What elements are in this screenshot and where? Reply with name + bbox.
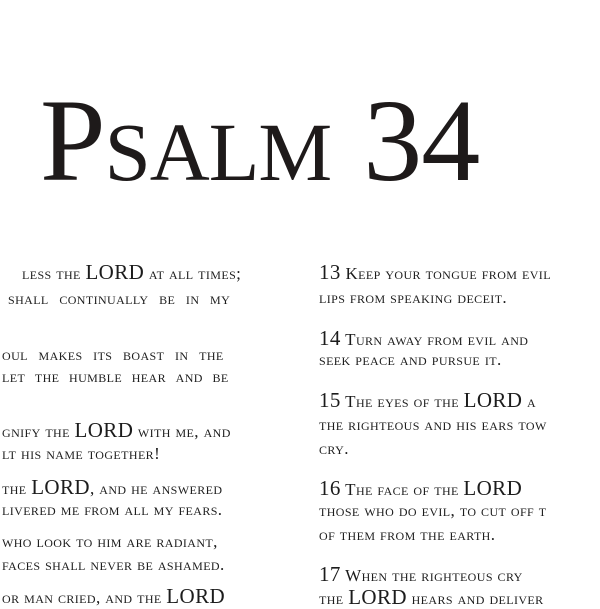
page-title — [40, 75, 480, 206]
verse-line: let the humble hear and be — [2, 367, 229, 386]
verse-line: cry. — [319, 439, 349, 458]
verse-line: the righteous and his ears tow — [319, 415, 547, 434]
verse-line: the LORD hears and deliver — [319, 585, 544, 609]
verse-line: gnify the LORD with me, and — [2, 418, 231, 442]
verse-line: oul makes its boast in the — [2, 345, 224, 364]
verse-line: less the LORD at all times; — [22, 260, 242, 284]
verse-line: lt his name together! — [2, 444, 161, 463]
verse-line: or man cried, and the LORD — [2, 584, 226, 608]
verse-line: the LORD, and he answered — [2, 475, 223, 499]
psalm-number: 34 — [363, 75, 480, 206]
verse-line: those who do evil, to cut off t — [319, 501, 547, 520]
verse-line: of them from the earth. — [319, 525, 496, 544]
verse-line: 16 The face of the LORD — [319, 476, 523, 500]
verse-line: faces shall never be ashamed. — [2, 555, 225, 574]
verse-line: who look to him are radiant, — [2, 532, 218, 551]
verse-line: lips from speaking deceit. — [319, 288, 508, 307]
verse-line: livered me from all my fears. — [2, 500, 223, 519]
verse-line: 14 Turn away from evil and — [319, 326, 529, 350]
title-word: Psalm — [40, 75, 332, 206]
verse-line: 17 When the righteous cry — [319, 562, 523, 586]
verse-line: 13 Keep your tongue from evil — [319, 260, 551, 284]
verse-line: seek peace and pursue it. — [319, 350, 502, 369]
verse-line: shall continually be in my — [8, 289, 231, 308]
verse-line: 15 The eyes of the LORD a — [319, 388, 537, 412]
